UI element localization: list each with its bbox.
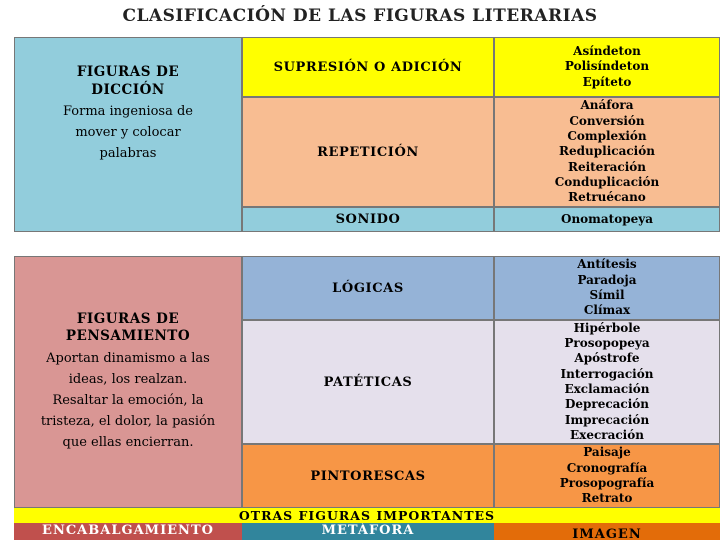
otras-item-encabalgamiento: ENCABALGAMIENTO [14,523,242,540]
list-item: Apóstrofe [574,351,640,366]
list-item: Paradoja [577,272,637,287]
list-item: Símil [589,288,625,302]
list-item: Anáfora [580,98,634,113]
list-item: Imprecación [564,412,650,427]
list-item: Conduplicación [554,175,660,190]
items-sonido [494,207,720,232]
list-item: Hipérbole [573,320,641,335]
category-repeticion: REPETICIÓN [242,97,494,207]
list-item: Exclamación [564,382,650,396]
list-item: Asíndeton [573,43,641,58]
list-item: Antítesis [577,257,637,272]
list-item: Retruécano [568,190,646,205]
items-supresion [494,37,720,97]
list-item: Onomatopeya [561,211,653,226]
diccion-heading: FIGURAS DE DICCIÓN [76,64,180,98]
category-pintorescas: PINTORESCAS [242,444,494,508]
pensamiento-heading-cell [14,256,242,508]
items-logicas [494,256,720,320]
category-pateticas: PATÉTICAS [242,320,494,444]
list-item: Execración [570,428,644,443]
pensamiento-heading: FIGURAS DE PENSAMIENTO [65,310,191,345]
list-item: Complexión [567,128,647,143]
items-pateticas [494,320,720,444]
list-item: Cronografía [566,460,648,475]
diccion-description: Forma ingeniosa de mover y colocar palabras [62,104,194,162]
otras-item-imagen: IMAGEN [494,523,720,540]
otras-item-metafora: METÁFORA [242,523,494,540]
list-item: Retrato [581,491,633,506]
pensamiento-description: Aportan dinamismo a las ideas, los realzan. Resaltar la emoción, la tristeza, el dolor, la pasión que ellas encierran. [40,350,216,451]
list-item: Reiteración [567,159,647,174]
category-logicas: LÓGICAS [242,256,494,320]
list-item: Prosopopeya [564,335,650,350]
diccion-heading-cell [14,37,242,232]
items-pintorescas [494,444,720,508]
list-item: Conversión [569,113,645,128]
category-supresion: SUPRESIÓN O ADICIÓN [242,37,494,97]
list-item: Reduplicación [559,144,655,159]
list-item: Prosopografía [559,476,655,490]
list-item: Interrogación [560,366,654,381]
list-item: Epíteto [582,74,632,89]
list-item: Deprecación [564,397,650,412]
list-item: Polisíndeton [564,59,650,74]
list-item: Paisaje [583,445,631,460]
list-item: Clímax [583,303,631,318]
items-repeticion [494,97,720,207]
category-sonido: SONIDO [242,207,494,232]
otras-banner: OTRAS FIGURAS IMPORTANTES [14,508,720,523]
page-title: CLASIFICACIÓN DE LAS FIGURAS LITERARIAS [122,6,598,26]
